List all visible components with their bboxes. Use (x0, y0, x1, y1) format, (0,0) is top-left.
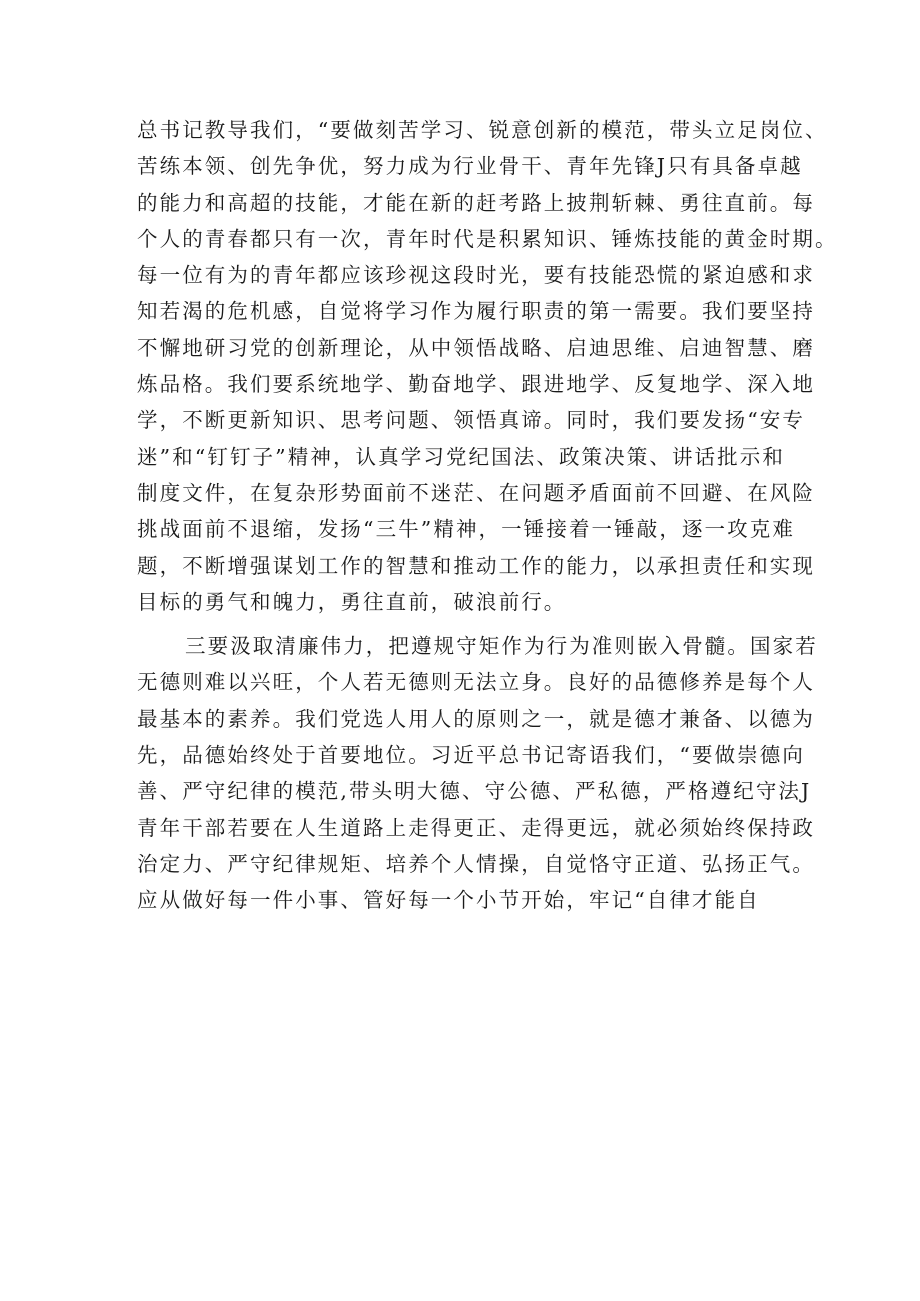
text-line: 题，不断增强谋划工作的智慧和推动工作的能力，以承担责任和实现 (137, 553, 815, 578)
text-line: 制度文件，在复杂形势面前不迷茫、在问题矛盾面前不回避、在风险 (137, 480, 815, 505)
text-line: 个人的青春都只有一次，青年时代是积累知识、锤炼技能的黄金时期。 (137, 226, 838, 251)
text-line: 每一位有为的青年都应该珍视这段时光，要有技能恐慌的紧迫感和求 (137, 263, 815, 288)
text-line: 知若渴的危机感，自觉将学习作为履行职责的第一需要。我们要坚持 (137, 299, 815, 324)
text-line: 学，不断更新知识、思考问题、领悟真谛。同时，我们要发扬“安专 (137, 408, 805, 433)
text-line: 总书记教导我们，“要做刻苦学习、锐意创新的模范，带头立足岗位、 (137, 118, 828, 142)
paragraph-1 (137, 112, 838, 620)
text-line: 青年干部若要在人生道路上走得更正、走得更远，就必须始终保持政 (137, 815, 815, 840)
text-line: 挑战面前不退缩，发扬“三牛”精神，一锤接着一锤敲，逐一攻克难 (137, 517, 795, 542)
text-line: 不懈地研习党的创新理论，从中领悟战略、启迪思维、启迪智慧、磨 (137, 335, 815, 360)
text-line: 炼品格。我们要系统地学、勤奋地学、跟进地学、反复地学、深入地 (137, 372, 815, 397)
text-line: 应从做好每一件小事、管好每一个小节开始，牢记“自律才能自 (137, 888, 760, 913)
document-body (137, 112, 838, 919)
text-line: 迷”和“钉钉子”精神，认真学习党纪国法、政策决策、讲话批示和 (137, 444, 785, 469)
text-line: 的能力和高超的技能，才能在新的赶考路上披荆斩棘、勇往直前。每 (137, 190, 815, 215)
text-line: 最基本的素养。我们党选人用人的原则之一，就是德才兼备、以德为 (137, 706, 815, 731)
text-line: 目标的勇气和魄力，勇往直前，破浪前行。 (137, 589, 567, 614)
text-line: 无德则难以兴旺，个人若无德则无法立身。良好的品德修养是每个人 (137, 670, 815, 695)
text-line: 三要汲取清廉伟力，把遵规守矩作为行为准则嵌入骨髓。国家若 (185, 634, 818, 659)
paragraph-2 (137, 628, 818, 918)
text-line: 善、严守纪律的模范,带头明大德、守公德、严私德，严格遵纪守法J (137, 779, 812, 804)
text-line: 苦练本领、创先争优，努力成为行业骨干、青年先锋J只有具备卓越 (137, 154, 803, 179)
text-line: 治定力、严守纪律规矩、培养个人情操，自觉恪守正道、弘扬正气。 (137, 851, 815, 876)
paragraph-gap (137, 620, 797, 628)
text-line: 先，品德始终处于首要地位。习近平总书记寄语我们，“要做崇德向 (137, 743, 805, 768)
